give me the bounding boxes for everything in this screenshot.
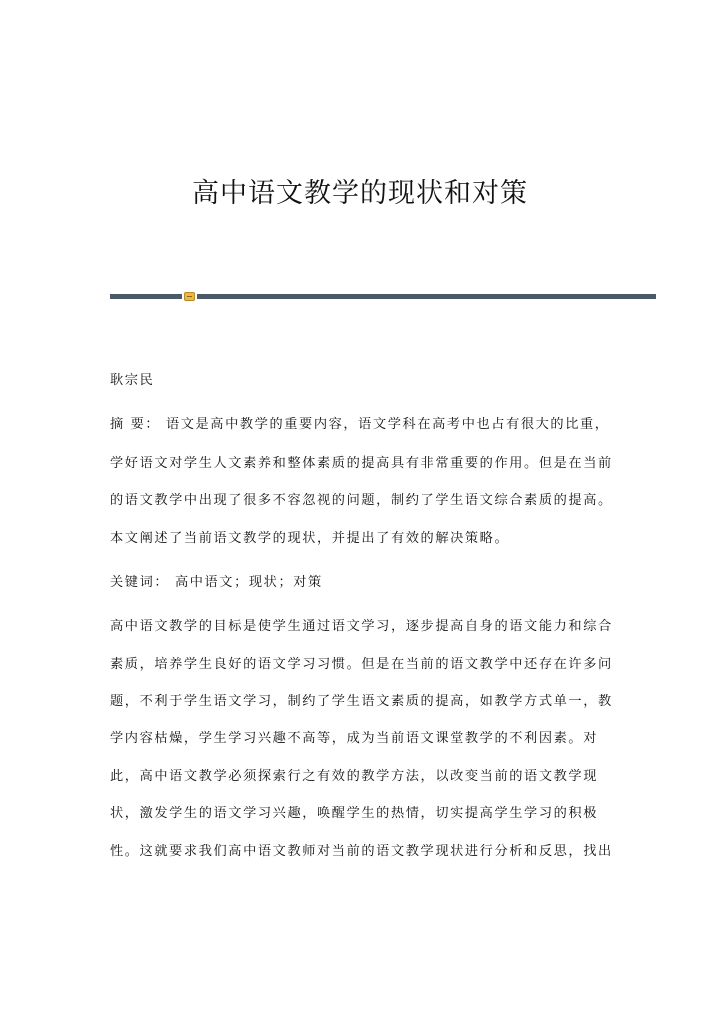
body-line-7: 性。这就要求我们高中语文教师对当前的语文教学现状进行分析和反思，找出 [110,844,613,859]
keywords: 关键词： 高中语文；现状；对策 [110,575,323,590]
body-line-2: 素质，培养学生良好的语文学习习惯。但是在当前的语文教学中还存在许多问 [110,657,613,672]
author: 耿宗民 [110,373,155,388]
divider-bar-right [197,294,656,299]
body-line-6: 状，激发学生的语文学习兴趣，唤醒学生的热情，切实提高学生学习的积极 [110,806,598,821]
body-line-4: 学内容枯燥，学生学习兴趣不高等，成为当前语文课堂教学的不利因素。对 [110,731,598,746]
divider-bar-left [110,294,182,299]
divider-ornament-icon [184,292,195,301]
abstract-line-4: 本文阐述了当前语文教学的现状，并提出了有效的解决策略。 [110,531,510,546]
body-line-3: 题，不利于学生语文学习，制约了学生语文素质的提高，如教学方式单一，教 [110,694,613,709]
body-line-1: 高中语文教学的目标是使学生通过语文学习，逐步提高自身的语文能力和综合 [110,619,613,634]
abstract-line-1: 摘 要： 语文是高中教学的重要内容，语文学科在高考中也占有很大的比重， [110,417,610,432]
title-divider [110,292,656,300]
abstract-line-3: 的语文教学中出现了很多不容忽视的问题，制约了学生语文综合素质的提高。 [110,493,613,508]
abstract-line-2: 学好语文对学生人文素养和整体素质的提高具有非常重要的作用。但是在当前 [110,456,613,471]
page-title: 高中语文教学的现状和对策 [192,178,528,209]
body-line-5: 此，高中语文教学必须探索行之有效的教学方法，以改变当前的语文教学现 [110,769,598,784]
